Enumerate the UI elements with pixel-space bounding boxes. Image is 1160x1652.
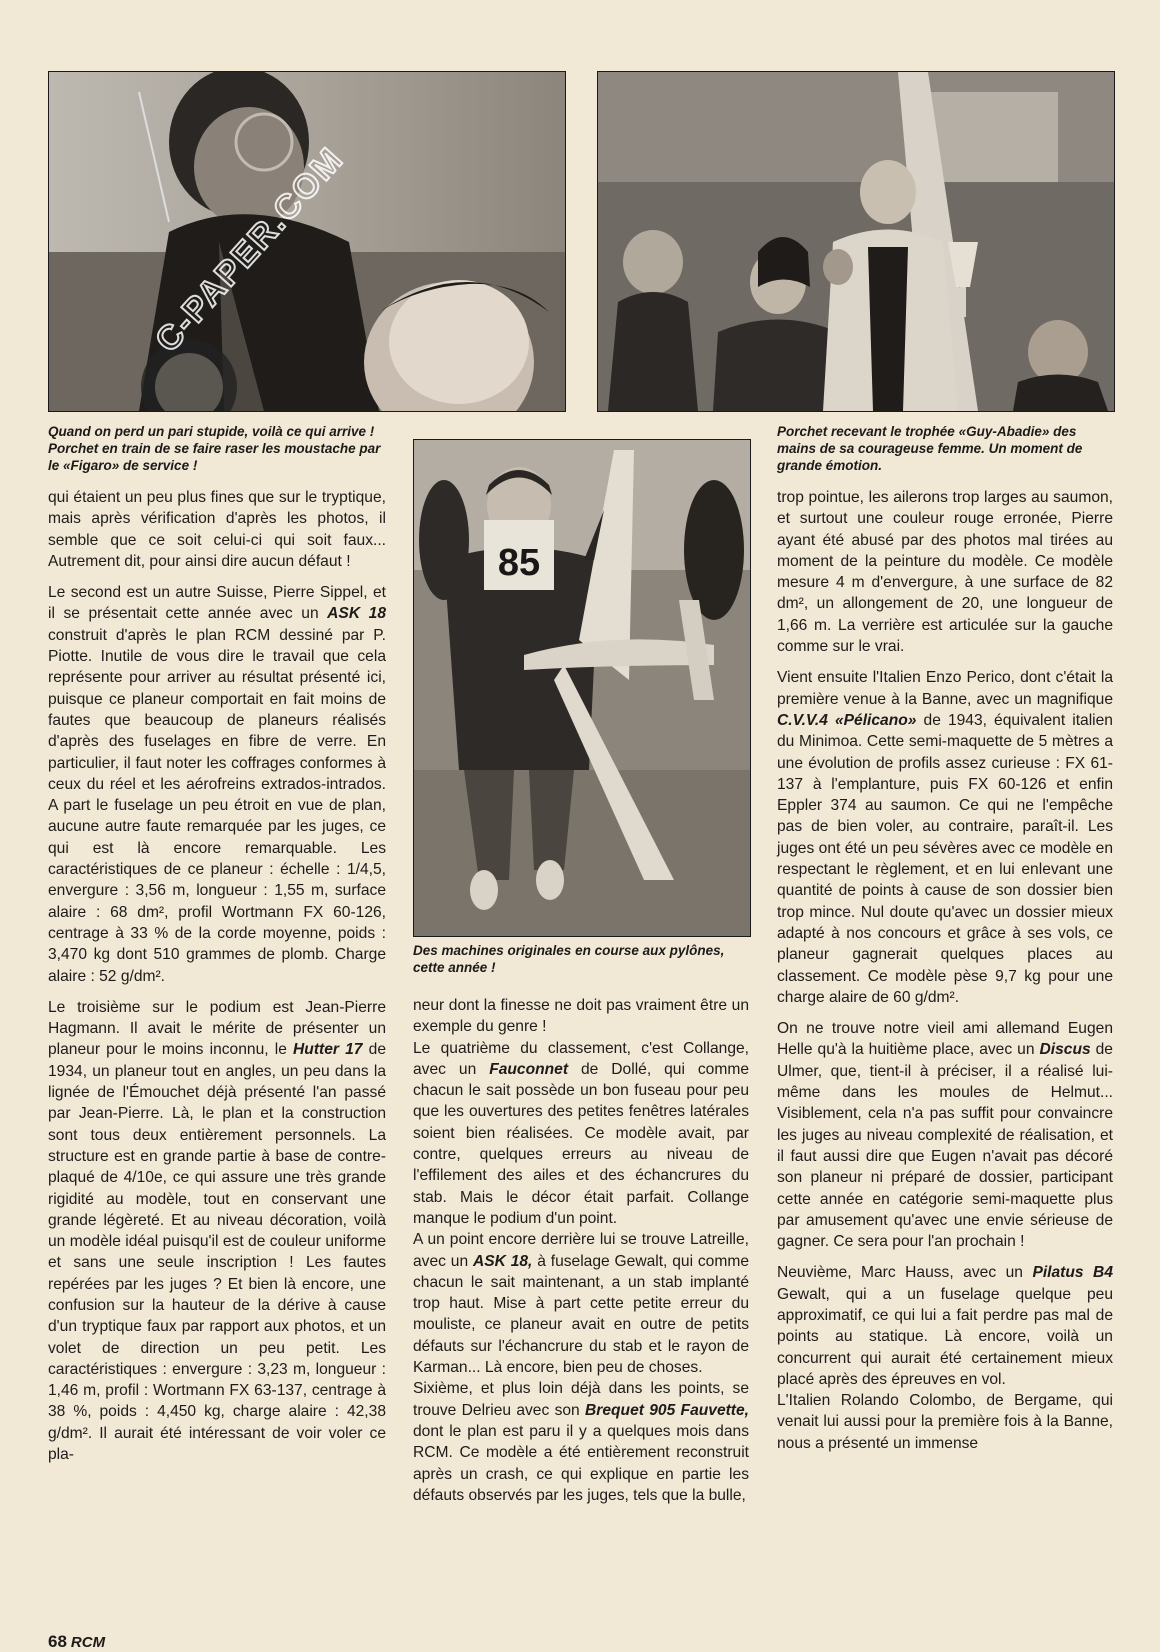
model-name-hutter17: Hutter 17 bbox=[293, 1041, 363, 1059]
col3-paragraph-3: On ne trouve notre vieil ami allemand Eugen Helle qu'à la huitième place, avec un Discus de Ulmer, que, tient-il à préciser, il a réalisé lui-même dans les moules de Helmut... Visiblement, cela n'a pas suffit pour convaincre les juges au niveau complexité de réalisation, et il faut aussi dire que Eugen n'avait pas décoré son planeur ni préparé de dossier, participant cette année en catégorie semi-maquette plus par amusement qu'avec une envie sérieuse de gagner. Ce sera pour l'an prochain ! bbox=[777, 1020, 1113, 1251]
col2-paragraph-4: Sixième, et plus loin déjà dans les points, se trouve Delrieu avec son Brequet 905 Fauvette, dont le plan est paru il y a quelques mois dans RCM. Ce modèle a été entièrement reconstruit après un crash, ce qui explique en partie les défauts observés par les juges, tels que la bulle, bbox=[413, 1380, 750, 1504]
caption-photo3: Des machines originales en course aux pylônes, cette année ! bbox=[413, 943, 725, 975]
col3-paragraph-5: L'Italien Rolando Colombo, de Bergame, qui venait lui aussi pour la première fois à la Banne, nous a présenté un immense bbox=[777, 1392, 1113, 1452]
bib-number: 85 bbox=[497, 542, 541, 584]
page-number: 68 bbox=[48, 1632, 67, 1651]
col1-paragraph-1: qui étaient un peu plus fines que sur le tryptique, mais après vérification d'après les photos, il semble que ce soit celui-ci qui soit faux... Autrement dit, pour ainsi dire aucun défaut ! bbox=[48, 489, 386, 570]
magazine-name: RCM bbox=[70, 1634, 106, 1651]
model-name-cvv4-pelicano: C.V.V.4 «Pélicano» bbox=[777, 711, 917, 729]
article-column-2 bbox=[413, 995, 749, 1506]
photo-shaving-scene bbox=[48, 71, 566, 412]
page-folio bbox=[48, 1632, 105, 1652]
col1-paragraph-3: Le troisième sur le podium est Jean-Pierre Hagmann. Il avait le mérite de présenter un planeur pour le moins inconnu, le Hutter 17 de 1934, un planeur tout en angles, un peu dans la lignée de l'Émouchet déjà présenté l'an passé par Jean-Pierre. Là, le plan et la construction sont tous deux entièrement personnels. La structure est en grande partie à base de contre-plaqué de 4/10e, ce qui assure une très grande rigidité au modèle, tout en conservant une grande légèreté. Et au niveau décoration, voilà un modèle idéal puisqu'il est de couleur uniforme et sans une seule inscription ! Les fautes repérées par les juges ? Et bien là encore, une confusion sur la hauteur de la dérive à cause d'un tryptique faux par rapport aux photos, et un volet de direction un peu petit. Les caractéristiques : envergure : 3,23 m, longueur : 1,46 m, profil : Wortmann FX 63-137, centrage à 38 %, poids : 4,450 kg, charge alaire : 42,38 g/dm². Il aurait été intéressant de voir voler ce pla- bbox=[48, 998, 386, 1464]
col1-paragraph-2: Le second est un autre Suisse, Pierre Sippel, et il se présentait cette année avec un ASK 18 construit d'après le plan RCM dessiné par P. Piotte. Inutile de vous dire le travail que cela représente pour arriver au résultat présenté ici, puisque ce planeur comportait en fait moins de fautes que beaucoup de planeurs réalisés d'après des fuselages en fibre de verre. En particulier, il faut noter les coffrages conformes à ceux du réel et les aérofreins extrados-intrados. A part le fuselage un peu étroit en vue de plan, aucune autre faute remarquée par les juges, ce qui est là encore remarquable. Les caractéristiques de ce planeur : échelle : 1/4,5, envergure : 3,56 m, longueur : 1,55 m, surface alaire : 68 dm², profil Wortmann FX 60-126, centrage à 33 % de la corde moyenne, poids : 3,470 kg dont 510 grammes de plomb. Charge alaire : 52 g/dm². bbox=[48, 584, 386, 985]
col3-paragraph-1: trop pointue, les ailerons trop larges au saumon, et surtout une couleur rouge erronée, Pierre ayant été abusé par des photos mal tirées au moment de la peinture du modèle. Ce modèle mesure 4 m d'envergure, à une surface de 82 dm², un allongement de 20, une longueur de 1,66 m. La verrière est articulée sur la gauche comme sur le vrai. bbox=[777, 489, 1113, 656]
photo-trophy-image bbox=[598, 72, 1114, 411]
photo-shaving-image bbox=[49, 72, 565, 411]
col2-paragraph-1: neur dont la finesse ne doit pas vraiment être un exemple du genre ! bbox=[413, 997, 749, 1036]
model-name-pilatus-b4: Pilatus B4 bbox=[1032, 1264, 1113, 1282]
col2-paragraph-2: Le quatrième du classement, c'est Collange, avec un Fauconnet de Dollé, qui comme chacun le sait possède un bon fuseau pour peu que les ouvertures des petites fenêtres latérales soient bien réalisées. Ce modèle avait, par contre, quelques erreurs au niveau de l'effilement des ailes et des échancrures du stab. Mais le décor était parfait. Collange manque le podium d'un point. bbox=[413, 1039, 749, 1227]
model-name-fauconnet: Fauconnet bbox=[489, 1060, 569, 1078]
model-name-discus: Discus bbox=[1039, 1041, 1091, 1059]
col3-paragraph-2: Vient ensuite l'Italien Enzo Perico, dont c'était la première venue à la Banne, avec un magnifique C.V.V.4 «Pélicano» de 1943, équivalent italien du Minimoa. Cette semi-maquette de 5 mètres a une évolution de profils assez curieuse : FX 61-137 à l'emplanture, puis FX 60-126 et enfin Eppler 374 au saumon. Ce qui ne l'empêche pas de bien voler, au contraire, paraît-il. Les juges ont été un peu sévères avec ce modèle en respectant le règlement, et en lui enlevant une quantité de points à cause de son dossier bien trop mince. Nul doute qu'avec un dossier mieux adapté à nos concours et grâce à ses vols, ce planeur gagnerait quelques places au classement. Ce modèle pèse 9,7 kg pour une charge alaire de 60 g/dm². bbox=[777, 669, 1113, 1006]
model-name-brequet-905: Brequet 905 Fauvette, bbox=[585, 1401, 750, 1419]
photo-trophy-ceremony bbox=[597, 71, 1115, 412]
caption-photo1: Quand on perd un pari stupide, voilà ce qui arrive ! Porchet en train de se faire raser les moustache par le «Figaro» de service ! bbox=[48, 424, 381, 473]
article-column-1 bbox=[48, 487, 386, 1475]
model-name-ask18-latreille: ASK 18, bbox=[472, 1252, 533, 1270]
photo-pilot-glider bbox=[413, 439, 751, 937]
caption-photo2: Porchet recevant le trophée «Guy-Abadie» des mains de sa courageuse femme. Un moment de grande émotion. bbox=[777, 424, 1083, 473]
model-name-ask18: ASK 18 bbox=[327, 605, 386, 623]
article-column-3 bbox=[777, 487, 1113, 1454]
photo-pilot-image bbox=[414, 440, 750, 936]
col3-paragraph-4: Neuvième, Marc Hauss, avec un Pilatus B4 Gewalt, qui a un fuselage quelque peu approximatif, ce qui lui a fait perdre pas mal de points au statique. Là encore, voilà un concurrent qui aurait été certainement mieux placé après des épreuves en vol. bbox=[777, 1264, 1113, 1388]
col2-paragraph-3: A un point encore derrière lui se trouve Latreille, avec un ASK 18, à fuselage Gewalt, qui comme chacun le sait maintenant, a un stab implanté trop haut. Mise à part cette petite erreur du mouliste, ce planeur avait en outre de petits défauts sur l'échancrure du stab et le rayon de Karman... Là encore, bien peu de choses. bbox=[413, 1231, 749, 1377]
